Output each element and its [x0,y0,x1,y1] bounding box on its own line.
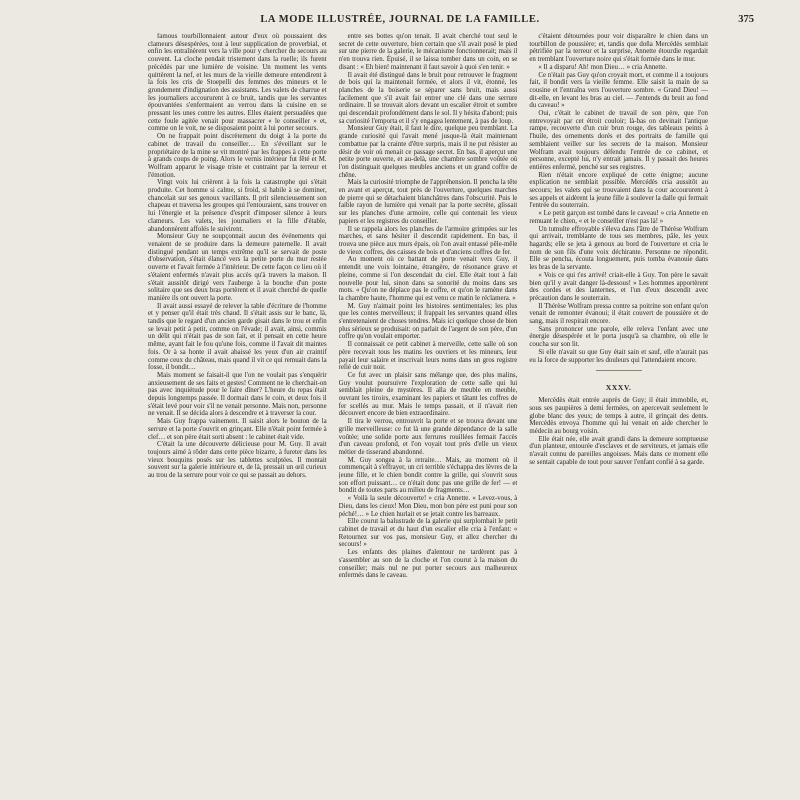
paragraph: Mercédès était entrée auprès de Guy; il était immobile, et, sous ses paupières à demi fermées, on apercevait seulement le globe blanc des yeux; de temps à autre, il grinçait des dents. Mercédès envoya l'homme qui lui venait en aide chercher le médecin au bourg voisin. [529,397,709,436]
paragraph: Monsieur Guy ne soupçonnait aucun des événements qui venaient de se produire dans la demeure paternelle. Il avait distingué pendant un temps extrême qu'il se servait de poste d'observation, s'était élancé vers la petite porte du mur restée ouverte et l'avait fermée à l'intérieur. De cette façon ce lieu où il s'étaient enfermés n'avait plus accès qu'à travers la maison. Il s'était aussitôt dirigé vers l'auberge à la bouche d'un poste solitaire que ses deux bras portèrent et il avait cherché de quelle manière ils ont ouvert la porte. [148,233,327,302]
paragraph: « Il a disparu! Ah! mon Dieu… » cria Annette. [538,63,667,71]
paragraph: « Le petit garçon est tombé dans le caveau! » cria Annette en remuant le chien, « et le conseiller n'est pas là! » [529,210,709,225]
paragraph: c'étaient détournées pour voir disparaître le chien dans un tourbillon de poussière; et, tandis que doña Mercédès semblait pétrifiée par la terreur et la surprise, Annette étourdie regardait en tremblant l'ouverture noire qui s'était formée dans le mur. [529,33,709,64]
paragraph: C'était la une découverte délicieuse pour M. Guy. Il avait toujours aimé à rôder dans cette pièce bizarre, à fureter dans les vieux bouquins posés sur les tablettes sculptées. Il montait souvent sur la galerie intérieure et, de là, pressait un œil curieux au trou de la serrure pour voir ce qui se passait au dehors. [148,441,327,480]
paragraph: Mais la curiosité triomphe de l'appréhension. Il pencha la tête en avant et aperçut, tout près de l'ouverture, quelques marches de pierre qui se détachaient blanchâtres dans l'obscurité. Puis le faible rayon de lumière qui venait par la porte secrète, glissait sur les planches d'une armoire, celle qui contenait les vieux papiers et les registres du conseiller. [338,179,518,225]
paragraph: Vingt voix lui crièrent à la fois la catastrophe qui s'était produite. Cet homme si calme, si froid, si habile à se dominer, chancelait sur ses genoux vacillants. Il prit silencieusement son chapeau et traversa les groupes qui l'entouraient, sans trouver en lui l'énergie et la présence d'esprit d'imposer silence à leurs clameurs. Les valets, les journaliers et la fille d'étable, abandonnèrent affolés le suivirent. [148,179,327,233]
paragraph: Il avait été distingué dans le bruit pour retrouver le fragment de bois qui la maintenait fermée, et alors il vit, étonné, les planches de la boiserie se séparer sans bruit, mais aussi facilement que s'il avait fait entrer une clé dans une serrure ordinaire. Il se trouvait alors devant un escalier étroit et sombre qui descendait profondément dans le sol. Il y hésita d'abord; puis sa curiosité l'emporta et il s'y engagea lentement, à pas de loup. [338,71,518,125]
paragraph: Monsieur Guy était, il faut le dire, quelque peu tremblant. La grande curiosité qui l'avait mené jusque-là était maintenant combattue par la crainte d'être surpris, mais il ne put résister au désir de voir où menait ce passage secret. En bas, il aperçut une petite porte ouverte, et au-delà, une chambre sombre voûtée où l'on distinguait quelques meubles anciens et un grand coffre de chêne. [338,125,518,179]
paragraph: M. Guy songea à la retraite… Mais, au moment où il commençait à s'effrayer, un cri terrible s'échappa des lèvres de la jeune fille, et le chien bondit contre la grille, qui s'ouvrit sous son effort puissant… ce n'était donc pas une grille de fer! — et bondit de toutes parts au milieu de fragments… [338,456,518,495]
paragraph: Ce fut avec un plaisir sans mélange que, des plus malins, Guy voulut poursuivre l'exploration de cette salle qui lui semblait pleine de mystères. Il alla de meuble en meuble, ouvrant les tiroirs, examinant les papiers et tâtant les coffres de fer scellés au mur. Mais le temps passait, et il n'avait rien découvert encore de bien extraordinaire. [338,371,518,418]
paragraph: Sans prononcer une parole, elle releva l'enfant avec une énergie désespérée et le porta jusqu'à sa chambre, où elle le coucha sur son lit. [529,325,709,349]
paragraph: Il se rappela alors les planches de l'armoire grimpées sur les marches, et sans hésiter il descendit rapidement. En bas, il trouva une pièce aux murs épais, où l'on avait entassé pêle-mêle de vieux coffres, des caisses de bois et d'anciens coffres de fer. [338,225,518,256]
paragraph: Elle était née, elle avait grandi dans la demeure somptueuse d'un planteur, entourée d'esclaves et de serviteurs, et jamais elle n'avait connu de pareilles angoisses. Mais dans ce moment elle se sentait capable de tout pour sauver l'enfant confié à sa garde. [529,435,709,466]
paragraph: famous tourbillonnaient autour d'eux où poussaient des clameurs désespérées, tout à leur supplication de proverbial, et enfin les entraînèrent vers la ville pour y chercher du secours au couvent. La cloche pendait tristement dans la ruelle; ils furent précédés par une lumière de voisine. Un moment les vents quittèrent la nef, et les murs de la vieille demeure entendirent à la fois les cris de Stoepelli des femmes des mineurs et le grondement d'indignation des assistants. Les valets de charrue et les journaliers accoururent à ce bruit, tandis que les servantes épouvantées s'enfermaient au verrou dans la cuisine en se pressant les unes contre les autres. Elles étaient persuadées que cette foule agitée venait pour massacrer « le conseiller » et, comme on le voit, ne se disposaient point à lui porter secours. [148,33,327,133]
paragraph: Il tira le verrou, entrouvrit la porte et se trouva devant une grille merveilleuse: ce fut là une grande dépendance de la salle voûtée; une solide porte aux ferrures rouillées fermait l'accès d'un caveau profond, et l'on voyait tout près d'elle un vieux métier de tisserand abandonné. [338,418,518,456]
paragraph: « Voilà la seule découverte! » cria Annette. « Levez-vous, à Dieu, dans les cieux! Mon Dieu, mon bon père est puni pour son péché!… » Le chien hurlait et se jetait contre les barreaux. [338,495,518,518]
paragraph: Ce n'était pas Guy qu'on croyait mort, et comme il a toujours fait, il bondit vers la vieille femme. Elle saisit la main de sa cousine et l'entraîna vers l'ouverture sombre. « Grand Dieu! — dit-elle, en levant les bras au ciel. — J'entends du bruit au fond du caveau! » [529,71,709,110]
paragraph: Il Thérèse Wolfram pressa contre sa poitrine son enfant qu'on venait de remonter évanoui; il était couvert de poussière et de sang, mais il respirait encore. [529,302,709,326]
paragraph: Mais moment se faisait-il que l'on ne voulait pas s'enquérir anxieusement de ses faits et gestes! Comment ne le cherchait-on pas avec inquiétude pour le faire dîner? L'heure du repas était depuis longtemps passée. Il dormait dans le coin, et deux fois il s'était levé pour voir s'il ne venait personne. Mais non, personne ne venait. Il se décida alors à descendre et à traverser la cour. [148,371,327,418]
paragraph: M. Guy n'aimait point les histoires sentimentales; les plus que les contes merveilleux; il frappait les servantes quand elles s'entretenaient de choses tendres. Mais ici quelque chose de bien plus sérieux se produisait: on parlait de l'argent de son père, d'un coffre qu'on voulait emporter. [338,302,518,341]
paragraph: Rien n'était encore expliqué de cette énigme; aucune explication ne semblait possible. Mercédès cria aussitôt au secours; les valets qui se trouvaient dans la cour accoururent à ses appels et aidèrent la jeune fille à soulever la dalle qui fermait l'entrée du souterrain. [529,171,709,210]
section-divider [596,370,642,371]
journal-title: LA MODE ILLUSTRÉE, JOURNAL DE LA FAMILLE. [260,14,540,25]
column-1 [148,33,327,788]
paragraph: Les enfants des plaines d'alentour ne tardèrent pas à s'assembler au son de la cloche et l'on courut à la maison du conseiller; mais nul ne put porter secours aux malheureux enfermés dans le caveau. [338,549,518,580]
paragraph: On ne frappait point discrètement du doigt à la porte du cabinet de travail du conseiller… En s'éveillant sur le propriétaire de la mine se vit montré par les frappes à cette porte à grands coups de poing. Alors le vernis intérieur fut fêté et M. Wolfram apparut le visage triste et contraint par la terreur et l'émotion. [148,133,327,179]
paragraph: Mais Guy frappa vainement. Il saisit alors le bouton de la serrure et la porte s'ouvrit en grinçant. Elle n'était point fermée à clef… et son père était sorti absent : le cabinet était vide. [148,418,327,441]
column-2 [339,33,518,788]
paragraph: Elle courut la balustrade de la galerie qui surplombait le petit cabinet de travail et du haut d'un escalier elle cria à l'enfant: « Retournez sur vos pas, monsieur Guy, et allez chercher du secours! » [338,518,518,549]
paragraph: Un tumulte effroyable s'éleva dans l'âtre de Thérèse Wolfram qui arrivait, tremblante de tous ses membres, pâle, les yeux hagards; elle se jeta à genoux au bord de l'ouverture et cria le nom de son fils d'une voix déchirante. Personne ne répondit. Elle se pencha, écouta longuement, puis tomba évanouie dans les bras de la servante. [529,225,709,272]
paragraph: Au moment où ce battant de porte venait vers Guy, il entendit une voix lointaine, étrangère, de résonance grave et pleine, comme si l'on descendait du ciel. Elle était tout à fait nouvelle pour lui, sinon dans sa sonorité du moins dans ses mots. « Qu'on ne déplace pas le coffre, et qu'on le ramène dans la chambre haute, l'homme qui est venu ce matin le réclamera. » [338,256,518,302]
page-number: 375 [738,14,754,25]
column-3 [529,33,708,788]
paragraph: entre ses bottes qu'on tenait. Il avait cherché tout seul le secret de cette ouverture, bien certain que s'il avait posé le pied sur une pierre de la galerie, le mécanisme fonctionnerait; mais il n'en trouva rien. Épuisé, il se laissa tomber dans un coin, en se disant : « Eh bien! maintenant il faut savoir à quoi s'en tenir. » [338,33,518,71]
running-header [0,14,800,30]
paragraph: Il avait aussi essayé de relever la table d'écriture de l'homme et y penser qu'il était très chaud. Il s'était assis sur le banc, là, tandis que le regard d'un ancien garde gisait dans le trou et enfin se levait petit à petit, comme on l'évade; il avait, ainsi, commis un délit qui n'était pas de son fait, et il pensait en cette heure même, ayant fait le fou qu'une fois, comme il l'avait dit maintes fois. Or à sa honte il avait abaissé les yeux d'un air craintif comme ceux du château, mais quand il vit ce qui remuait dans la fosse, il bondit… [148,302,327,372]
chapter-heading: XXXV. [605,383,632,393]
paragraph: « Vois ce qui t'es arrivé! criait-elle à Guy. Ton père le savait bien qu'il y avait danger là-dessous! » Les hommes apportèrent des cordes et des lanternes, et l'un d'eux descendit avec précaution dans le souterrain. [529,271,709,302]
paragraph: Il connaissait ce petit cabinet à merveille, cette salle où son père recevait tous les matins les ouvriers et les mineurs, leur payait leur salaire et inscrivait leurs noms dans un gros registre relié de cuir noir. [338,341,518,372]
text-columns [148,33,708,788]
paragraph: Si elle n'avait su que Guy était sain et sauf, elle n'aurait pas eu la force de supporter les douleurs qui l'attendaient encore. [529,348,709,364]
paragraph: Oui, c'était le cabinet de travail de son père, que l'on entrevoyait par cet étroit couloir; là-bas on devinait l'antique rampe, recouverte d'un cuir brun rouge, des tableaux peints à l'huile, des ornements dorés et des portraits de famille qui semblaient veiller sur les secrets de la maison. Monsieur Wolfram avait toujours défendu l'entrée de ce cabinet, et personne, excepté lui, n'y entrait jamais. Il y passait des heures entières enfermé, penché sur ses registres. [529,110,709,171]
